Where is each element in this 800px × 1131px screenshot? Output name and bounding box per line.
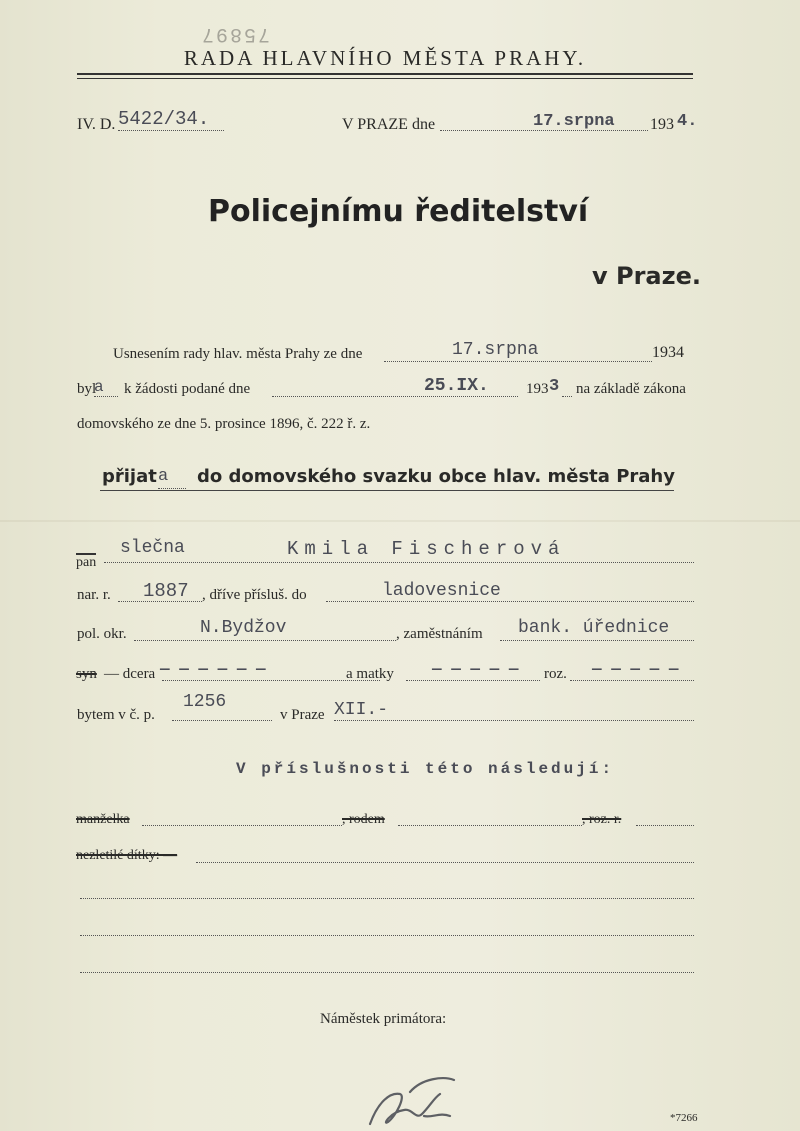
ref-date: 17.srpna [533, 112, 615, 131]
occupation-value: bank. úřednice [518, 618, 670, 638]
son-label: syn [76, 666, 97, 682]
person-title: slečna [120, 538, 185, 558]
law-reference: domovského ze dne 5. prosince 1896, č. 222 ř. z. [77, 416, 371, 432]
roz-dots [570, 680, 694, 681]
accepted-word: přijat [102, 466, 157, 487]
request-year-dots [562, 396, 572, 397]
request-text: k žádosti podané dne [124, 381, 251, 397]
signatory-label: Náměstek primátora: [320, 1011, 447, 1027]
prague-dots [334, 720, 694, 721]
address-label: bytem v č. p. [77, 707, 155, 723]
person-name: Kmila Fischerová [287, 538, 566, 560]
former-label: , dříve přísluš. do [202, 587, 307, 603]
wife-dots [142, 825, 342, 826]
former-place: ladovesnice [382, 581, 501, 601]
children-dots [196, 862, 694, 863]
signature-mark [360, 1072, 460, 1131]
resolution-text: Usnesením rady hlav. města Prahy ze dne [113, 346, 363, 362]
wife-roz-dots [636, 825, 694, 826]
law-basis: na základě zákona [576, 381, 686, 397]
house-number: 1256 [183, 692, 227, 712]
name-dots [104, 562, 694, 563]
ref-number: 5422/34. [118, 108, 210, 130]
occupation-dots [500, 640, 694, 641]
was-prefix: byl [77, 381, 97, 397]
resolution-year: 1934 [652, 344, 684, 361]
daughter-value: — — — — — — [160, 660, 266, 678]
header-rule-thick [77, 73, 693, 75]
accepted-rest: do domovského svazku obce hlav. města Prahy [197, 466, 675, 487]
addressee-city: v Praze. [592, 262, 701, 290]
birth-label: nar. r. [77, 587, 111, 603]
accepted-suffix: a [158, 467, 169, 486]
blank-line-2 [80, 935, 694, 936]
house-dots [172, 720, 272, 721]
request-dots [272, 396, 518, 397]
prague-label: v Praze [280, 707, 325, 723]
dependents-note: V příslušnosti této následují: [236, 760, 615, 778]
resolution-dots [384, 361, 652, 362]
district-dots [134, 640, 396, 641]
former-dots [326, 601, 694, 602]
stamp-number: 75897 [200, 22, 271, 45]
district-value: N.Bydžov [200, 618, 287, 638]
request-year-digit: 3 [549, 377, 560, 396]
birth-year: 1887 [143, 580, 189, 602]
children-label: nezletilé dítky: — [76, 848, 178, 863]
wife-label: manželka [76, 812, 130, 827]
born-dots [398, 825, 582, 826]
was-dots [94, 396, 118, 397]
roz-label: roz. [544, 666, 567, 682]
prague-district: XII.- [334, 700, 389, 720]
resolution-date: 17.srpna [452, 340, 539, 360]
ref-prefix: IV. D. [77, 116, 116, 133]
council-header: RADA HLAVNÍHO MĚSTA PRAHY. [183, 46, 587, 70]
place-label: V PRAZE dne [342, 116, 436, 133]
pan-label: pan [76, 555, 97, 570]
mother-value: — — — — — [432, 660, 519, 678]
accepted-dots [158, 488, 186, 489]
was-suffix: a [94, 378, 104, 396]
blank-line-3 [80, 972, 694, 973]
mother-dots [406, 680, 540, 681]
wife-roz-label: , roz. r. [582, 812, 622, 827]
paper-fold [0, 520, 800, 522]
print-number: *7266 [670, 1112, 698, 1124]
ref-dots [118, 130, 224, 131]
occupation-label: , zaměstnáním [396, 626, 483, 642]
accepted-underline [100, 490, 674, 491]
request-year: 193 [526, 381, 549, 397]
addressee-title: Policejnímu ředitelství [208, 194, 589, 229]
daughter-label: — dcera [104, 666, 156, 682]
blank-line-1 [80, 898, 694, 899]
ref-year-digit: 4. [677, 112, 698, 131]
born-label: , rodem [342, 812, 385, 827]
district-label: pol. okr. [77, 626, 127, 642]
mother-label: a matky [346, 666, 394, 682]
roz-value: — — — — — [592, 660, 679, 678]
header-rule-thin [77, 78, 693, 79]
ref-year-prefix: 193 [650, 116, 674, 133]
request-date: 25.IX. [424, 376, 489, 396]
